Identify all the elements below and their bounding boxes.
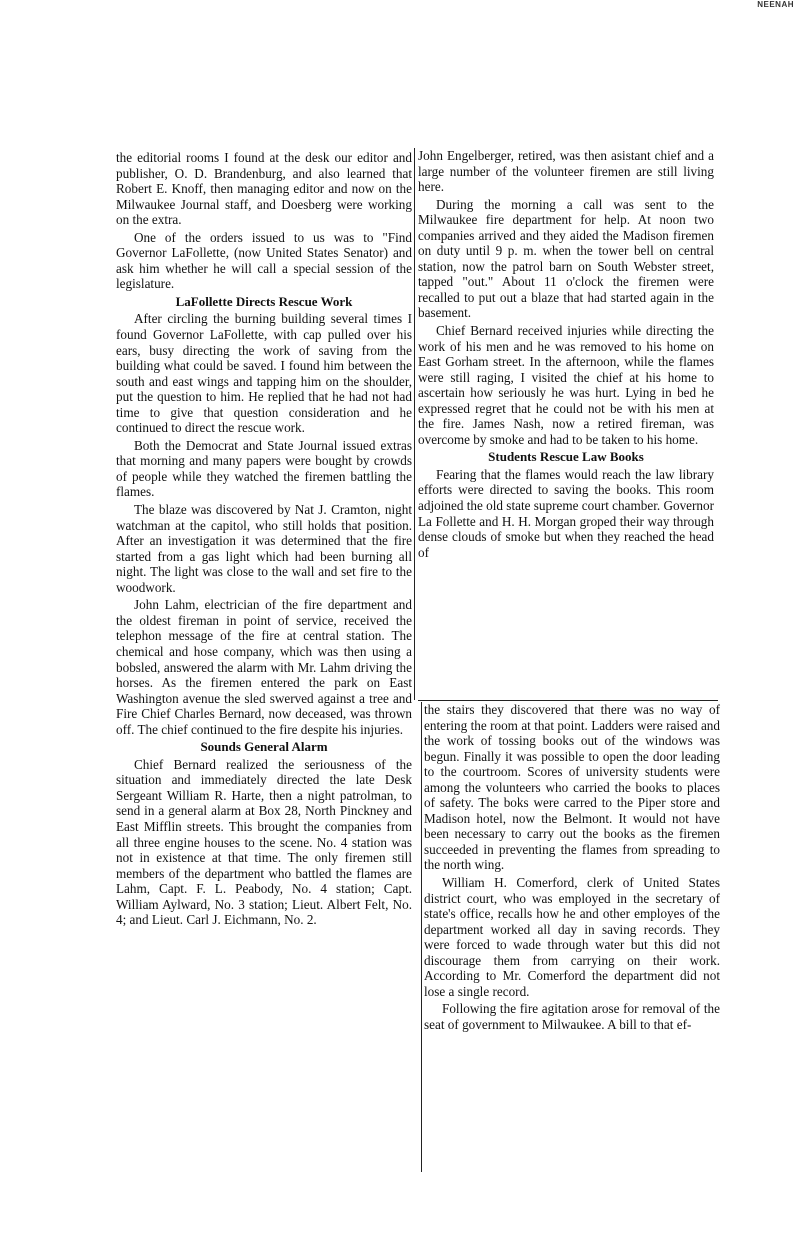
paragraph: Following the fire agitation arose for removal of the seat of government to Milwaukee. A bill to that ef- (424, 1001, 720, 1032)
paragraph: One of the orders issued to us was to "Find Governor LaFollette, (now United States Senator) and ask him whether he will call a special session of the legislature. (116, 229, 412, 292)
right-top-column (418, 148, 714, 562)
right-bottom-column (424, 702, 720, 1034)
paragraph: John Engelberger, retired, was then asistant chief and a large number of the volunteer firemen are still living here. (418, 148, 714, 195)
paragraph: the stairs they discovered that there was no way of entering the room at that point. Ladders were raised and the work of tossing books out of the windows was begun. Finally it was possible to open the door leading to the courtroom. Scores of university students were among the volunteers who carried the books to places of safety. The boks were carred to the Piper store and Madison hotel, now the Belmont. It would not have been necessary to carry out the books as the firemen succeeded in preventing the flames from spreading to the north wing. (424, 702, 720, 873)
paragraph: the editorial rooms I found at the desk our editor and publisher, O. D. Brandenburg, and also learned that Robert E. Knoff, then managing editor and now on the Milwaukee Journal staff, and Doesberg were working on the extra. (116, 150, 412, 228)
paragraph: The blaze was discovered by Nat J. Cramton, night watchman at the capitol, who still holds that position. After an investigation it was determined that the fire started from a gas light which had been burning all night. The light was close to the wall and set fire to the woodwork. (116, 502, 412, 595)
paragraph: Both the Democrat and State Journal issued extras that morning and many papers were bought by crowds of people while they watched the firemen battling the flames. (116, 437, 412, 500)
column-rule-upper (414, 148, 415, 700)
left-column (116, 150, 412, 930)
section-heading: Students Rescue Law Books (488, 449, 644, 465)
paragraph: Fearing that the flames would reach the law library efforts were directed to saving the books. This room adjoined the old state supreme court chamber. Governor La Follette and H. H. Morgan groped their way through dense clouds of smoke but when they reached the head of (418, 466, 714, 560)
section-rule (418, 700, 718, 701)
section-heading: Sounds General Alarm (200, 739, 328, 755)
paragraph: After circling the burning building several times I found Governor LaFollette, with cap pulled over his ears, busy directing the work of saving from the building what could be saved. I found him between the south and east wings and tapping him on the shoulder, put the question to him. He replied that he had not had time to give that question consideration and he continued to direct the rescue work. (116, 311, 412, 436)
paragraph: During the morning a call was sent to the Milwaukee fire department for help. At noon two companies arrived and they aided the Madison firemen on duty until 9 p. m. when the tower bell on central station, now the patrol barn on South Webster street, tapped "out." About 11 o'clock the firemen were recalled to put out a blaze that had started again in the basement. (418, 196, 714, 321)
paragraph: John Lahm, electrician of the fire department and the oldest fireman in point of service, received the telephon message of the fire at central station. The chemical and hose company, which was then using a bobsled, answered the alarm with Mr. Lahm driving the horses. As the firemen entered the park on East Washington avenue the sled swerved against a tree and Fire Chief Charles Bernard, now deceased, was thrown off. The chief continued to the fire despite his injuries. (116, 597, 412, 737)
corner-label: NEENAH (757, 0, 794, 9)
paragraph: William H. Comerford, clerk of United States district court, who was employed in the secretary of state's office, recalls how he and other employes of the department worked all day in saving records. They were forced to wade through water but this did not discourage them from carrying on their work. According to Mr. Comerford the department did not lose a single record. (424, 875, 720, 999)
section-heading: LaFollette Directs Rescue Work (175, 293, 353, 309)
paragraph: Chief Bernard realized the seriousness of the situation and immediately directed the late Desk Sergeant William R. Harte, then a night patrolman, to send in a general alarm at Box 28, North Pinckney and East Mifflin streets. This brought the companies from all three engine houses to the scene. No. 4 station was not in existence at that time. The only firemen still members of the department who battled the flames are Lahm, Capt. F. L. Peabody, No. 4 station; Capt. William Aylward, No. 3 station; Lieut. Albert Felt, No. 4; and Lieut. Carl J. Eichmann, No. 2. (116, 756, 412, 928)
paragraph: Chief Bernard received injuries while directing the work of his men and he was removed to his home on East Gorham street. In the afternoon, while the flames were still raging, I visited the chief at his home to ascertain how seriously he was hurt. Lying in bed he expressed regret that he could not be with his men at the fire. James Nash, now a retired fireman, was overcome by smoke and had to be taken to his home. (418, 323, 714, 447)
column-rule-lower (421, 702, 422, 1172)
